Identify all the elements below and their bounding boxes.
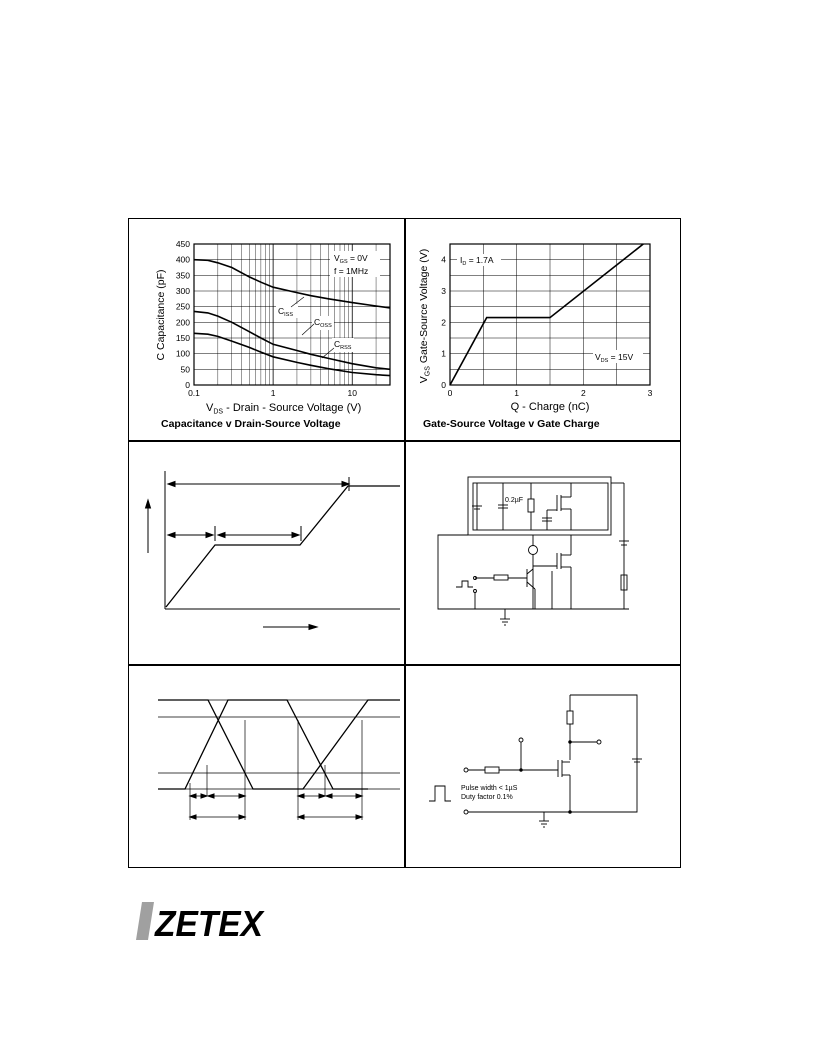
gate-charge-y-tick-label: 4 (441, 254, 446, 265)
capacitance-y-tick-label: 150 (175, 333, 190, 343)
tf-arrow-l (326, 794, 332, 798)
cap-label: 0.2µF (505, 497, 524, 504)
duty-factor-note: Duty factor 0.1% (461, 794, 513, 801)
td-off-arrow-r (319, 794, 325, 798)
capacitance-y-tick-label: 400 (175, 254, 190, 265)
reg-resistor (528, 499, 534, 512)
capacitance-y-tick-label: 450 (175, 239, 190, 249)
gate-charge-chart (405, 218, 681, 440)
gate-charge-y-tick-label: 1 (441, 348, 446, 359)
switching-time-waveforms (128, 665, 404, 868)
current-regulator-box (468, 477, 611, 535)
capacitance-y-tick-labels (176, 239, 190, 390)
gate-charge-y-tick-label: 0 (441, 380, 446, 390)
coss-label: $C_{OSS}$ (314, 317, 332, 329)
input-pulse-symbol (429, 786, 451, 801)
bjt-emitter (527, 582, 535, 589)
ton-arrow-r (239, 815, 245, 819)
zetex-logo (134, 900, 266, 942)
capacitance-condition-vgs: $V_{GS} = 0V$ (334, 253, 368, 265)
output-waveform (158, 700, 400, 789)
base-resistor (494, 575, 508, 580)
main-loop-wire (438, 535, 629, 609)
gate-input-terminal (464, 768, 468, 772)
capacitance-y-tick-label: 300 (175, 286, 190, 296)
supply-loop (570, 695, 637, 812)
gate-charge-chart-title: Gate-Source Voltage v Gate Charge (423, 418, 600, 430)
td-on-arrow-l (190, 794, 196, 798)
gate-charge-x-tick-label: 2 (580, 388, 586, 398)
gate-charge-x-tick-labels (448, 388, 653, 398)
crss-leader (322, 348, 334, 358)
input-pulse-waveform (158, 700, 368, 789)
horizontal-arrow-head (309, 625, 317, 630)
qgs-arrow-right (206, 533, 213, 538)
gate-charge-x-tick-label: 1 (514, 388, 520, 398)
gate-charge-y-tick-labels (441, 255, 446, 390)
td-on-arrow-r (201, 794, 207, 798)
gate-monitor-terminal (519, 738, 523, 742)
capacitance-x-tick-label: 0.1 (188, 388, 200, 398)
capacitance-y-tick-label: 250 (175, 301, 190, 312)
capacitance-x-tick-label: 1 (270, 388, 276, 398)
output-node (569, 741, 572, 744)
tr-arrow-r (239, 794, 245, 798)
bjt-collector (527, 569, 533, 574)
ground-node (569, 811, 572, 814)
waveform-curve (166, 486, 400, 607)
gate-charge-x-axis-label: Q - Charge (nC) (510, 401, 590, 413)
vertical-arrow-head (146, 500, 151, 508)
capacitance-y-tick-label: 0 (185, 380, 190, 390)
current-source (529, 546, 538, 555)
capacitance-chart-title: Capacitance v Drain-Source Voltage (161, 418, 341, 430)
capacitance-y-axis-label: C Capacitance (pF) (155, 269, 167, 361)
load-resistor (567, 711, 573, 724)
gate-charge-y-axis-label: $V_{GS}$ Gate-Source Voltage (V) (418, 248, 432, 384)
ciss-label: $C_{ISS}$ (278, 306, 294, 318)
qg-arrow-left (168, 482, 175, 487)
gate-node (520, 769, 523, 772)
qgd-arrow-left (218, 533, 225, 538)
switching-time-test-circuit (405, 665, 681, 868)
capacitance-y-tick-label: 200 (175, 317, 190, 328)
vds-condition: $V_{DS} = 15V$ (595, 352, 634, 364)
capacitance-y-tick-label: 50 (180, 364, 190, 375)
crss-label: $C_{RSS}$ (334, 339, 352, 351)
tr-arrow-l (208, 794, 214, 798)
gate-charge-x-tick-label: 0 (447, 388, 453, 398)
capacitance-x-axis-label: $V_{DS}$ - Drain - Source Voltage (V) (206, 402, 362, 416)
capacitance-chart (128, 218, 404, 440)
capacitance-y-tick-label: 100 (175, 348, 190, 359)
basic-gate-charge-waveform (128, 441, 404, 664)
gate-resistor (485, 767, 499, 773)
capacitance-x-tick-label: 10 (347, 388, 357, 398)
id-condition: $I_D = 1.7A$ (460, 255, 494, 267)
pulse-width-note: Pulse width < 1µS (461, 785, 518, 792)
capacitance-x-tick-labels (188, 388, 357, 398)
toff-arrow-l (298, 815, 304, 819)
gate-charge-y-tick-label: 3 (441, 286, 446, 296)
gate-charge-test-circuit (405, 441, 681, 664)
qgs-arrow-left (168, 533, 175, 538)
zetex-logo-emblem (136, 902, 154, 940)
ton-arrow-l (190, 815, 196, 819)
td-off-arrow-l (298, 794, 304, 798)
toff-arrow-r (356, 815, 362, 819)
qgd-arrow-right (292, 533, 299, 538)
tf-arrow-r (356, 794, 362, 798)
input-ground-terminal (464, 810, 468, 814)
current-regulator-inner (473, 483, 608, 530)
capacitance-y-tick-label: 350 (175, 270, 190, 281)
gate-charge-x-tick-label: 3 (647, 388, 653, 398)
zetex-logo-text: ZETEX (154, 903, 265, 942)
gate-charge-y-tick-label: 2 (441, 317, 446, 328)
input-pulse (456, 581, 473, 587)
capacitance-condition-freq: f = 1MHz (334, 266, 369, 276)
output-terminal (597, 740, 601, 744)
